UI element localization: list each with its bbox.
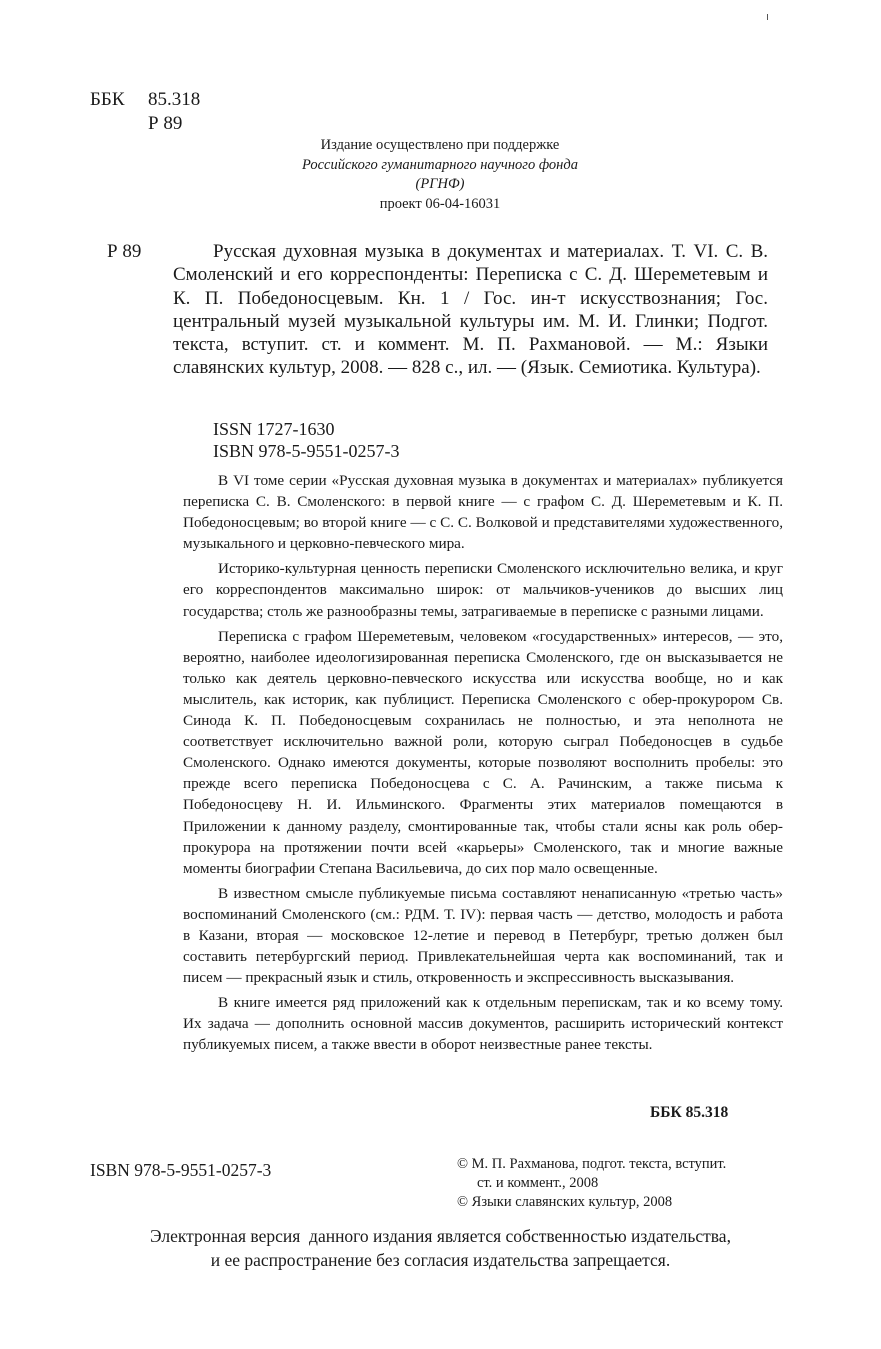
isbn: ISBN 978-5-9551-0257-3: [213, 440, 400, 461]
identifiers: [213, 419, 400, 462]
scan-mark: [767, 14, 768, 20]
bbk-label: ББК: [90, 89, 125, 110]
funding-line-2: Российского гуманитарного научного фонда: [302, 156, 578, 173]
bbk-classification-bottom: ББК 85.318: [650, 1104, 729, 1121]
bbk-row: [90, 88, 200, 112]
abstract-paragraph-3: Переписка с графом Шереметевым, человеком «государственных» интересов, — это, вероятно, наиболее идеологизированная переписка Смоленского, где он высказывается не только как деятель церковно-певческого искусства или искусства вообще, но и как мыслитель, как историк, как публицист. Переписка Смоленского с обер-прокурором Св. Синода К. П. Победоносцевым сохранилась не полностью, и эта неполнота не соответствует исключительно важной роли, которую сыграл Победоносцев в судьбе Смоленского. Однако имеются документы, которые позволяют восполнить пробелы: это прежде всего переписка Победоносцева с С. А. Рачинским, а также письма к Победоносцеву Н. И. Ильминского. Фрагменты этих материалов помещаются в Приложении к данному разделу, смонтированные так, чтобы стали ясны как роль обер-прокурора на протяжении почти всей «карьеры» Смоленского, так и многие важные моменты биографии Степана Васильевича, до сих пор мало освещенные.: [183, 627, 783, 877]
abstract-paragraph-2: Историко-культурная ценность переписки Смоленского исключительно велика, и круг его корреспондентов максимально широк: от мальчиков-учеников до высших лиц государства; столь же разнообразны темы, затрагиваемые в переписке с разными лицами.: [183, 560, 783, 620]
bbk-code: 85.318: [148, 89, 201, 110]
abstract-paragraph-5: В книге имеется ряд приложений как к отдельным перепискам, так и ко всему тому. Их задача — дополнить основной массив документов, расширить исторический контекст публикуемых писем, а также ввести в оборот неизвестные ранее тексты.: [183, 994, 783, 1054]
copyright-line-3: © Языки славянских культур, 2008: [457, 1194, 673, 1210]
notice-line-1: Электронная версия данного издания является собственностью издательства,: [150, 1226, 731, 1246]
isbn-bottom: ISBN 978-5-9551-0257-3: [90, 1160, 272, 1180]
bbk-classification-top: [90, 88, 200, 136]
abstract: [183, 470, 783, 1060]
copyright-block: [457, 1155, 726, 1212]
electronic-version-notice: [80, 1224, 801, 1272]
author-mark: Р 89: [107, 241, 142, 262]
copyright-line-2: ст. и коммент., 2008: [477, 1175, 599, 1191]
abstract-paragraph-1: В VI томе серии «Русская духовная музыка в документах и материалах» публикуется переписка С. В. Смоленского: в первой книге — с графом С. Д. Шереметевым и К. П. Победоносцевым; во второй книге — с С. С. Волковой и представителями художественного, музыкального и церковно-певческого мира.: [183, 472, 783, 553]
funding-note: [240, 136, 640, 214]
funding-line-3: (РГНФ): [415, 176, 465, 192]
issn: ISSN 1727-1630: [213, 419, 335, 439]
abstract-paragraph-4: В известном смысле публикуемые письма составляют ненаписанную «третью часть» воспоминаний Смоленского (см.: РДМ. Т. IV): первая часть — детство, молодость и работа в Казани, вторая — московское 12-летие и перевод в Петербург, третью должен был составить петербургский период. Привлекательнейшая черта как воспоминаний, так и писем — прекрасный язык и стиль, откровенность и экспрессивность высказывания.: [183, 884, 783, 987]
funding-line-4: проект 06-04-16031: [379, 195, 501, 212]
bibliographic-description: Русская духовная музыка в документах и материалах. Т. VI. С. В. Смоленский и его корреспонденты: Переписка с С. Д. Шереметевым и К. П. Победоносцевым. Кн. 1 / Гос. ин-т искусствознания; Гос. центральный музей музыкальной культуры им. М. И. Глинки; Подгот. текста, вступит. ст. и коммент. М. П. Рахмановой. — М.: Языки славянских культур, 2008. — 828 с., ил. — (Язык. Семиотика. Культура).: [173, 241, 768, 379]
author-mark-top: Р 89: [148, 113, 183, 134]
copyright-line-1: © М. П. Рахманова, подгот. текста, вступит.: [457, 1156, 727, 1172]
funding-line-1: Издание осуществлено при поддержке: [320, 137, 560, 153]
notice-line-2: и ее распространение без согласия издательства запрещается.: [210, 1250, 671, 1270]
